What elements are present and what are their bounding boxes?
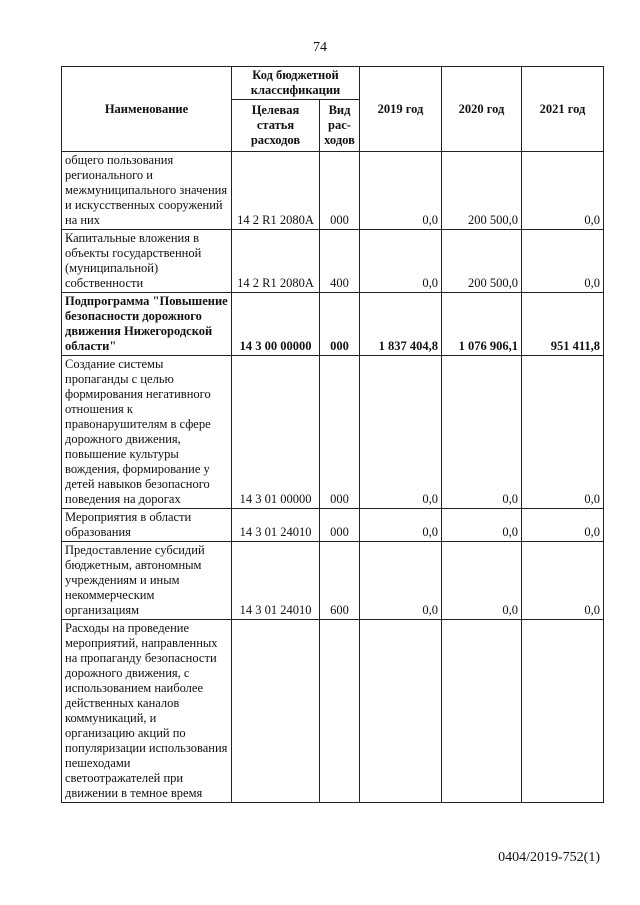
- cell-2021: [522, 620, 604, 803]
- header-2021: 2021 год: [522, 67, 604, 152]
- cell-expense-type: 000: [320, 356, 360, 509]
- cell-2019: 0,0: [360, 542, 442, 620]
- cell-2021: 951 411,8: [522, 293, 604, 356]
- cell-name: общего пользования регионального и межмуниципального значения и искусственных сооружений на них: [62, 152, 232, 230]
- table-header: [62, 67, 604, 152]
- cell-2019: 0,0: [360, 356, 442, 509]
- cell-2020: [442, 620, 522, 803]
- cell-2019: [360, 620, 442, 803]
- cell-2020: 200 500,0: [442, 152, 522, 230]
- table-row: [62, 620, 604, 803]
- cell-2019: 0,0: [360, 230, 442, 293]
- table-row: [62, 230, 604, 293]
- table-row: [62, 152, 604, 230]
- cell-expense-type: [320, 620, 360, 803]
- header-2020: 2020 год: [442, 67, 522, 152]
- cell-target-article: 14 3 01 24010: [232, 509, 320, 542]
- cell-2021: 0,0: [522, 152, 604, 230]
- cell-2019: 0,0: [360, 152, 442, 230]
- document-id: 0404/2019-752(1): [498, 850, 600, 865]
- cell-name: Мероприятия в области образования: [62, 509, 232, 542]
- header-target-article: Целевая статья расходов: [232, 100, 320, 152]
- cell-2020: 0,0: [442, 509, 522, 542]
- cell-2019: 0,0: [360, 509, 442, 542]
- cell-target-article: 14 3 01 00000: [232, 356, 320, 509]
- cell-name: Создание системы пропаганды с целью формирования негативного отношения к правонарушителям в сфере дорожного движения, повышение культуры вождения, формирование у детей навыков безопасного поведения на дорогах: [62, 356, 232, 509]
- cell-name: Капитальные вложения в объекты государственной (муниципальной) собственности: [62, 230, 232, 293]
- header-classification: Код бюджетной классификации: [232, 67, 360, 100]
- table-row: [62, 356, 604, 509]
- header-name: Наименование: [62, 67, 232, 152]
- cell-2021: 0,0: [522, 509, 604, 542]
- table-row: [62, 293, 604, 356]
- table-body: [62, 152, 604, 803]
- cell-2021: 0,0: [522, 542, 604, 620]
- header-2019: 2019 год: [360, 67, 442, 152]
- cell-2020: 0,0: [442, 356, 522, 509]
- cell-2019: 1 837 404,8: [360, 293, 442, 356]
- page-number: 74: [313, 40, 327, 55]
- cell-target-article: 14 3 01 24010: [232, 542, 320, 620]
- cell-target-article: [232, 620, 320, 803]
- cell-2021: 0,0: [522, 230, 604, 293]
- cell-target-article: 14 2 R1 2080A: [232, 152, 320, 230]
- cell-name: Расходы на проведение мероприятий, направленных на пропаганду безопасности дорожного движения, с использованием наиболее действенных каналов коммуникаций, и организацию акций по популяризации использования пешеходами светоотражателей при движении в темное время: [62, 620, 232, 803]
- cell-expense-type: 000: [320, 152, 360, 230]
- cell-2020: 1 076 906,1: [442, 293, 522, 356]
- cell-2021: 0,0: [522, 356, 604, 509]
- cell-2020: 0,0: [442, 542, 522, 620]
- cell-name: Предоставление субсидий бюджетным, автономным учреждениям и иным некоммерческим организациям: [62, 542, 232, 620]
- cell-name: Подпрограмма "Повышение безопасности дорожного движения Нижегородской области": [62, 293, 232, 356]
- cell-expense-type: 000: [320, 509, 360, 542]
- cell-expense-type: 600: [320, 542, 360, 620]
- table-row: [62, 509, 604, 542]
- table-row: [62, 542, 604, 620]
- cell-2020: 200 500,0: [442, 230, 522, 293]
- header-expense-type: Вид рас- ходов: [320, 100, 360, 152]
- cell-target-article: 14 2 R1 2080A: [232, 230, 320, 293]
- cell-target-article: 14 3 00 00000: [232, 293, 320, 356]
- cell-expense-type: 000: [320, 293, 360, 356]
- cell-expense-type: 400: [320, 230, 360, 293]
- budget-table: [61, 66, 604, 803]
